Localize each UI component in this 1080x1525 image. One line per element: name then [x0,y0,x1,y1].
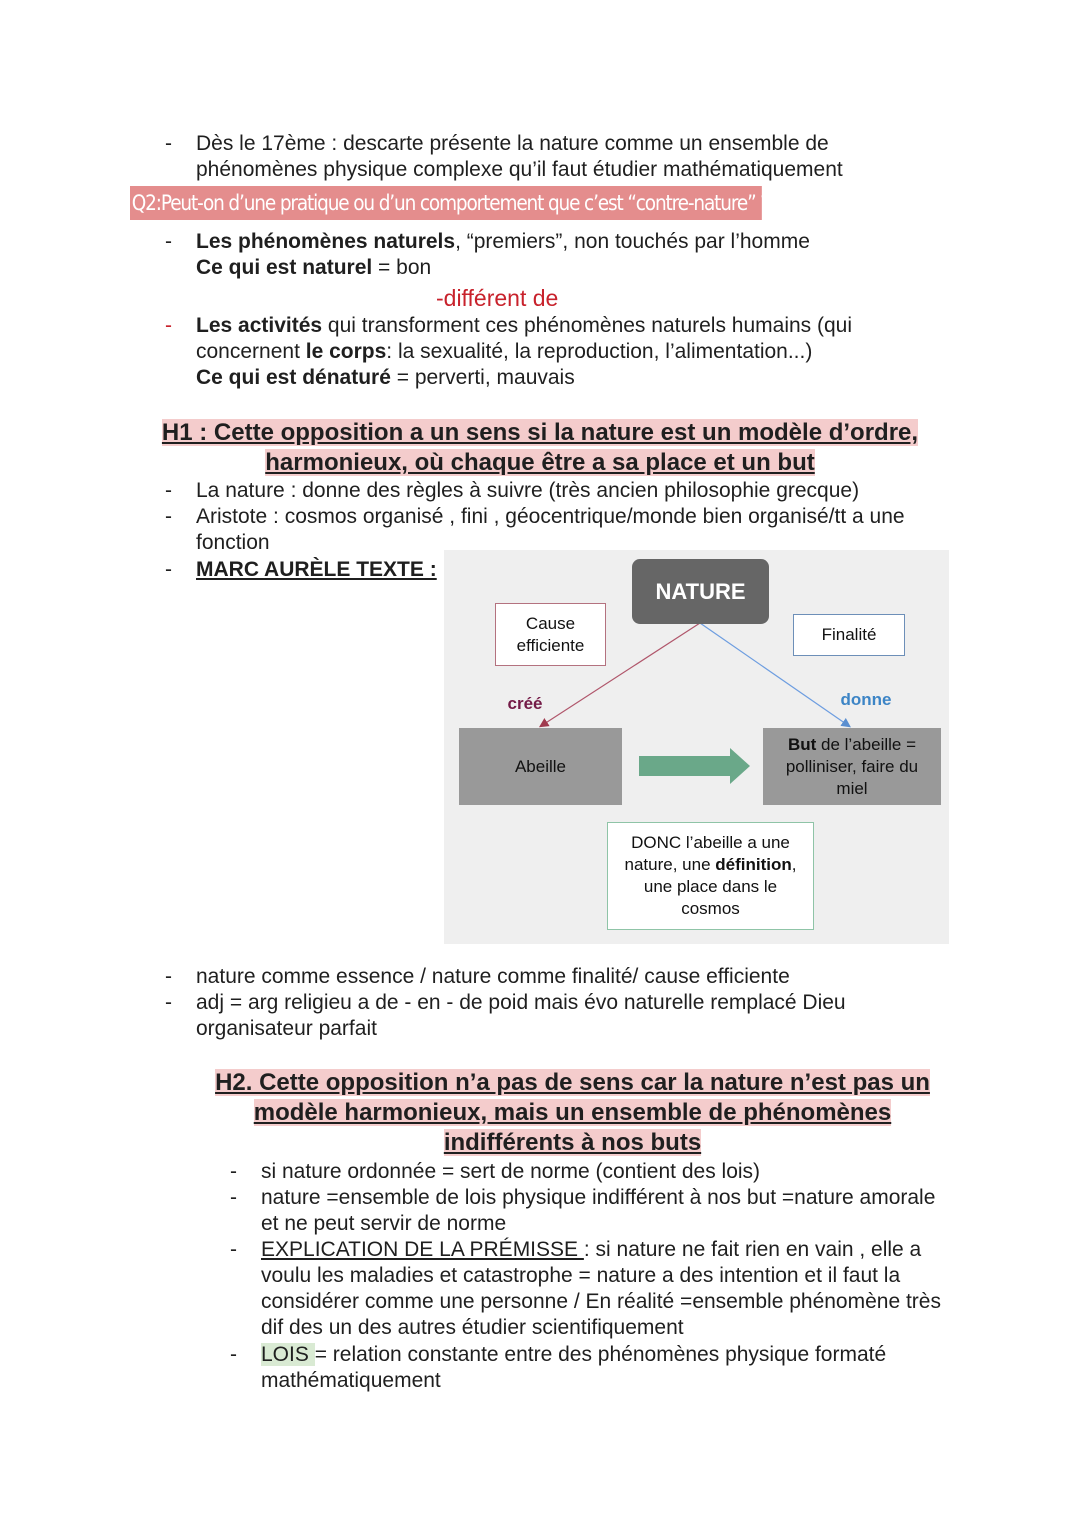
bullet-dash: - [165,314,172,337]
lois-highlight: LOIS [261,1343,315,1366]
abeille-box: Abeille [459,728,622,805]
arrow-abeille-but [639,748,750,784]
text-line: phénomènes physique complexe qu’il faut étudier mathématiquement [196,158,843,181]
nature-box: NATURE [632,559,769,624]
finalite-box: Finalité [793,614,905,656]
donne-label: donne [840,690,892,709]
heading-h2: H2. Cette opposition n’a pas de sens car la nature n’est pas un modèle harmonieux, mais un ensemble de phénomènes indifférents à nos buts [215,1069,930,1156]
bullet-dash: - [165,132,172,155]
heading-h1: H1 : Cette opposition a un sens si la nature est un modèle d’ordre, harmonieux, où chaque être a sa place et un but [161,419,919,476]
but-abeille-box: But de l’abeille = polliniser, faire du miel [763,728,941,805]
cause-efficiente-box: Cause efficiente [495,603,606,666]
bullet-dash: - [165,230,172,253]
different-de-label: -différent de [436,285,559,311]
nature-diagram [444,550,949,944]
cree-label: créé [507,694,543,713]
bold-term: Ce qui est naturel [196,256,373,279]
bold-term: Les phénomènes naturels [196,230,456,253]
text-line: Dès le 17ème : descarte présente la nature comme un ensemble de [196,132,829,155]
question-q2: Q2:Peut-on d’une pratique ou d’un comportement que c’est “contre-nature” ? [130,186,762,220]
donc-box: DONC l’abeille a une nature, une définition, une place dans le cosmos [607,822,814,930]
